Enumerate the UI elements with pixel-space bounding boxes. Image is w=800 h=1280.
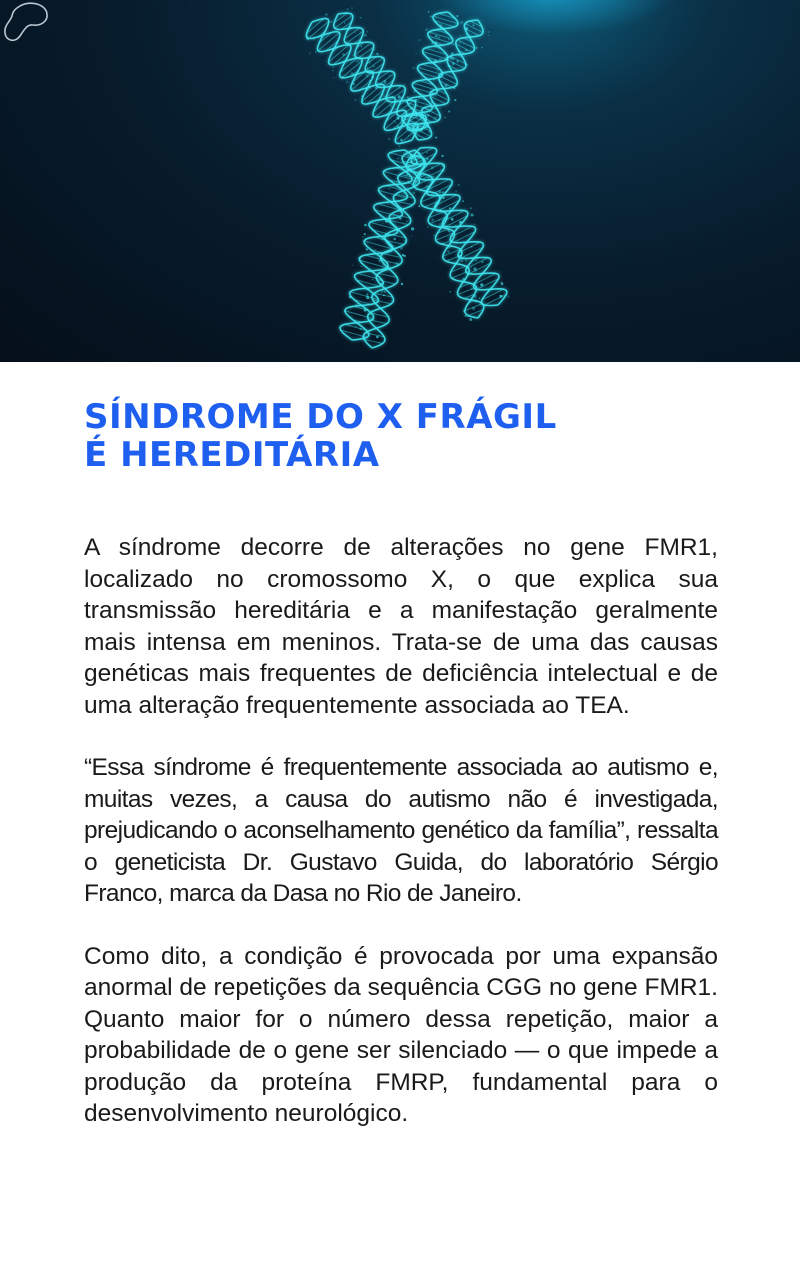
x-chromosome-illustration [0,0,800,362]
title-line-2: É HEREDITÁRIA [84,435,380,475]
hero-image [0,0,800,362]
article-body [84,398,718,1130]
article-title [84,398,718,474]
paragraph-explanation: Como dito, a condição é provocada por uma expansão anormal de repetições da sequência CGG no gene FMR1. Quanto maior for o número dessa repetição, maior a probabilidade de o gene ser silenciado — o que impede a produção da proteína FMRP, fundamental para o desenvolvimento neurológico. [84,942,718,1127]
dna-helix-strands [306,7,510,348]
paragraph-intro: A síndrome decorre de alterações no gene FMR1, localizado no cromossomo X, o que explica sua transmissão hereditária e a manifestação geralmente mais intensa em meninos. Trata-se de uma das causas genéticas mais frequentes de deficiência intelectual e de uma alteração frequentemente associada ao TEA. [84,534,718,719]
paragraph-quote: “Essa síndrome é frequentemente associada ao autismo e, muitas vezes, a causa do autismo não é investigada, prejudicando o aconselhamento genético da família”, ressalta o geneticista Dr. Gustavo Guida, do laboratório Sérgio Franco, marca da Dasa no Rio de Janeiro. [84,754,718,907]
brain-outline-icon [0,0,52,46]
title-line-1: SÍNDROME DO X FRÁGIL [84,397,557,437]
